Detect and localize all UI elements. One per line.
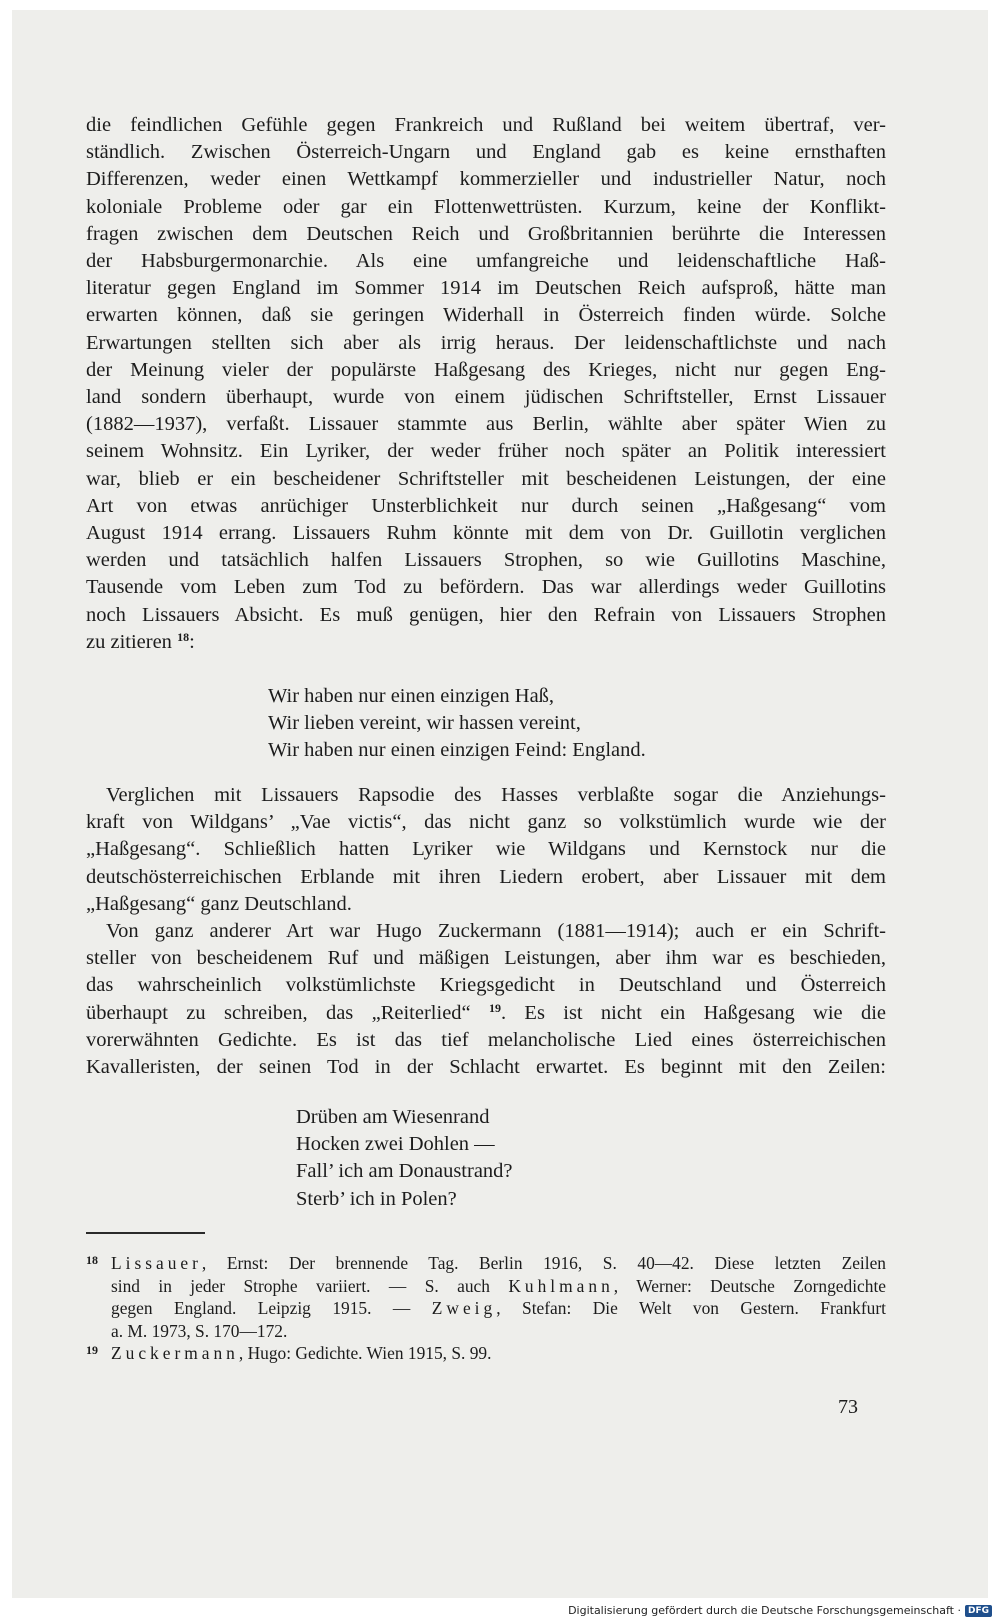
- text-fragment: sind in jeder Strophe variiert. — S. auch: [111, 1275, 490, 1296]
- verse-line: Sterb’ ich in Polen?: [296, 1187, 457, 1210]
- text-line: der Meinung vieler der populärste Haßgesang des Krieges, nicht nur gegen Eng-: [86, 358, 886, 381]
- text-fragment: zu zitieren: [86, 630, 172, 653]
- footnote-18: [86, 1252, 886, 1342]
- dfg-logo-icon: DFG: [965, 1605, 992, 1617]
- footnote-line: [111, 1275, 886, 1298]
- text-fragment: gegen England. Leipzig 1915. —: [111, 1298, 411, 1318]
- footnote-separator: [86, 1232, 205, 1234]
- text-line: koloniale Probleme oder gar ein Flottenwettrüsten. Kurzum, keine der Konflikt-: [86, 195, 886, 218]
- verse-line: Drüben am Wiesenrand: [296, 1106, 490, 1128]
- text-fragment: :: [189, 630, 195, 653]
- page-number: 73: [838, 1396, 858, 1418]
- digitization-footer: [568, 1604, 992, 1617]
- text-line: Art von etwas anrüchiger Unsterblichkeit nur durch seinen „Haßgesang“ vom: [86, 494, 886, 517]
- footnote-reference: 18: [177, 629, 190, 644]
- text-fragment: . Es ist nicht ein Haßgesang wie die: [500, 1001, 886, 1024]
- footnote-author: Zuckermann: [111, 1343, 239, 1363]
- footnote-author: Zweig: [431, 1298, 497, 1318]
- text-line: die feindlichen Gefühle gegen Frankreich und Rußland bei weitem übertraf, ver-: [86, 114, 886, 136]
- text-line: „Haßgesang“. Schließlich hatten Lyriker wie Wildgans und Kernstock nur die: [86, 838, 886, 861]
- text-line: Kavalleristen, der seinen Tod in der Schlacht erwartet. Es beginnt mit den Zeilen:: [86, 1056, 886, 1079]
- text-line: ständlich. Zwischen Österreich-Ungarn und England gab es keine ernsthaften: [86, 141, 886, 164]
- funding-notice: Digitalisierung gefördert durch die Deutsche Forschungsgemeinschaft ·: [568, 1604, 961, 1617]
- text-line: werden und tatsächlich halfen Lissauers Strophen, so wie Guillotins Maschine,: [86, 549, 886, 572]
- text-fragment: überhaupt zu schreiben, das „Reiterlied“: [86, 1001, 471, 1024]
- text-line: noch Lissauers Absicht. Es muß genügen, hier den Refrain von Lissauers Strophen: [86, 603, 886, 626]
- text-line: „Haßgesang“ ganz Deutschland.: [86, 892, 352, 915]
- footnote-author: Kuhlmann: [508, 1275, 614, 1296]
- text-line: [86, 629, 886, 656]
- text-line: Von ganz anderer Art war Hugo Zuckermann (1881—1914); auch er ein Schrift-: [106, 920, 886, 943]
- text-line: steller von bescheidenem Ruf und mäßigen Leistungen, aber ihm war es beschieden,: [86, 947, 886, 970]
- footnote-number: 18: [86, 1253, 98, 1267]
- text-line: [86, 1000, 886, 1027]
- text-line: war, blieb er ein bescheidener Schriftsteller mit bescheidenen Leistungen, der eine: [86, 467, 886, 490]
- text-line: fragen zwischen dem Deutschen Reich und Großbritannien berührte die Interessen: [86, 222, 886, 245]
- verse-line: Hocken zwei Dohlen —: [296, 1133, 495, 1156]
- footnote-line: [111, 1252, 886, 1275]
- text-line: (1882—1937), verfaßt. Lissauer stammte aus Berlin, wählte aber später Wien zu: [86, 413, 886, 436]
- text-line: deutschösterreichischen Erblande mit ihren Liedern erobert, aber Lissauer mit dem: [86, 865, 886, 888]
- text-line: land sondern überhaupt, wurde von einem jüdischen Schriftsteller, Ernst Lissauer: [86, 386, 886, 409]
- text-line: August 1914 errang. Lissauers Ruhm könnte mit dem von Dr. Guillotin verglichen: [86, 522, 886, 545]
- text-fragment: , Hugo: Gedichte. Wien 1915, S. 99.: [238, 1343, 492, 1363]
- footnote-number: 19: [86, 1343, 98, 1357]
- text-line: Differenzen, weder einen Wettkampf kommerzieller und industrieller Natur, noch: [86, 168, 886, 191]
- body-text-lower: [86, 782, 886, 1081]
- footnote-line: [111, 1342, 886, 1365]
- quoted-verse-reiterlied: [296, 1104, 513, 1213]
- text-line: Tausende vom Leben zum Tod zu befördern. Das war allerdings weder Guillotins: [86, 576, 886, 599]
- text-line: kraft von Wildgans’ „Vae victis“, das nicht ganz so volkstümlich wurde wie der: [86, 811, 886, 834]
- text-line: erwarten können, daß sie geringen Widerhall in Österreich finden würde. Solche: [86, 304, 886, 327]
- footnotes: [86, 1252, 886, 1365]
- text-fragment: , Stefan: Die Welt von Gestern. Frankfurt: [496, 1298, 886, 1318]
- footnote-author: Lissauer: [111, 1253, 202, 1273]
- verse-line: Fall’ ich am Donaustrand?: [296, 1160, 513, 1183]
- verse-line: Wir lieben vereint, wir hassen vereint,: [268, 712, 581, 735]
- footnote-reference: 19: [488, 1000, 501, 1015]
- body-text-upper: [86, 112, 886, 656]
- quoted-verse-hassgesang: [268, 683, 646, 765]
- text-fragment: , Werner: Deutsche Zorngedichte: [613, 1275, 886, 1296]
- text-line: der Habsburgermonarchie. Als eine umfangreiche und leidenschaftliche Haß-: [86, 250, 886, 273]
- text-line: seinem Wohnsitz. Ein Lyriker, der weder früher noch später an Politik interessiert: [86, 440, 886, 463]
- verse-line: Wir haben nur einen einzigen Feind: England.: [268, 739, 646, 762]
- text-line: das wahrscheinlich volkstümlichste Kriegsgedicht in Deutschland und Österreich: [86, 974, 886, 997]
- verse-line: Wir haben nur einen einzigen Haß,: [268, 685, 555, 707]
- text-line: Erwartungen stellten sich aber als irrig heraus. Der leidenschaftlichste und nach: [86, 331, 886, 354]
- text-fragment: , Ernst: Der brennende Tag. Berlin 1916, S. 40—42. Diese letzten Zeilen: [201, 1253, 886, 1273]
- footnote-19: [86, 1342, 886, 1365]
- text-line: literatur gegen England im Sommer 1914 im Deutschen Reich aufsproß, hätte man: [86, 277, 886, 300]
- text-line: vorerwähnten Gedichte. Es ist das tief melancholische Lied eines österreichischen: [86, 1028, 886, 1051]
- footnote-line: [111, 1297, 886, 1320]
- footnote-line: a. M. 1973, S. 170—172.: [111, 1320, 288, 1341]
- text-line: Verglichen mit Lissauers Rapsodie des Hasses verblaßte sogar die Anziehungs-: [106, 784, 886, 806]
